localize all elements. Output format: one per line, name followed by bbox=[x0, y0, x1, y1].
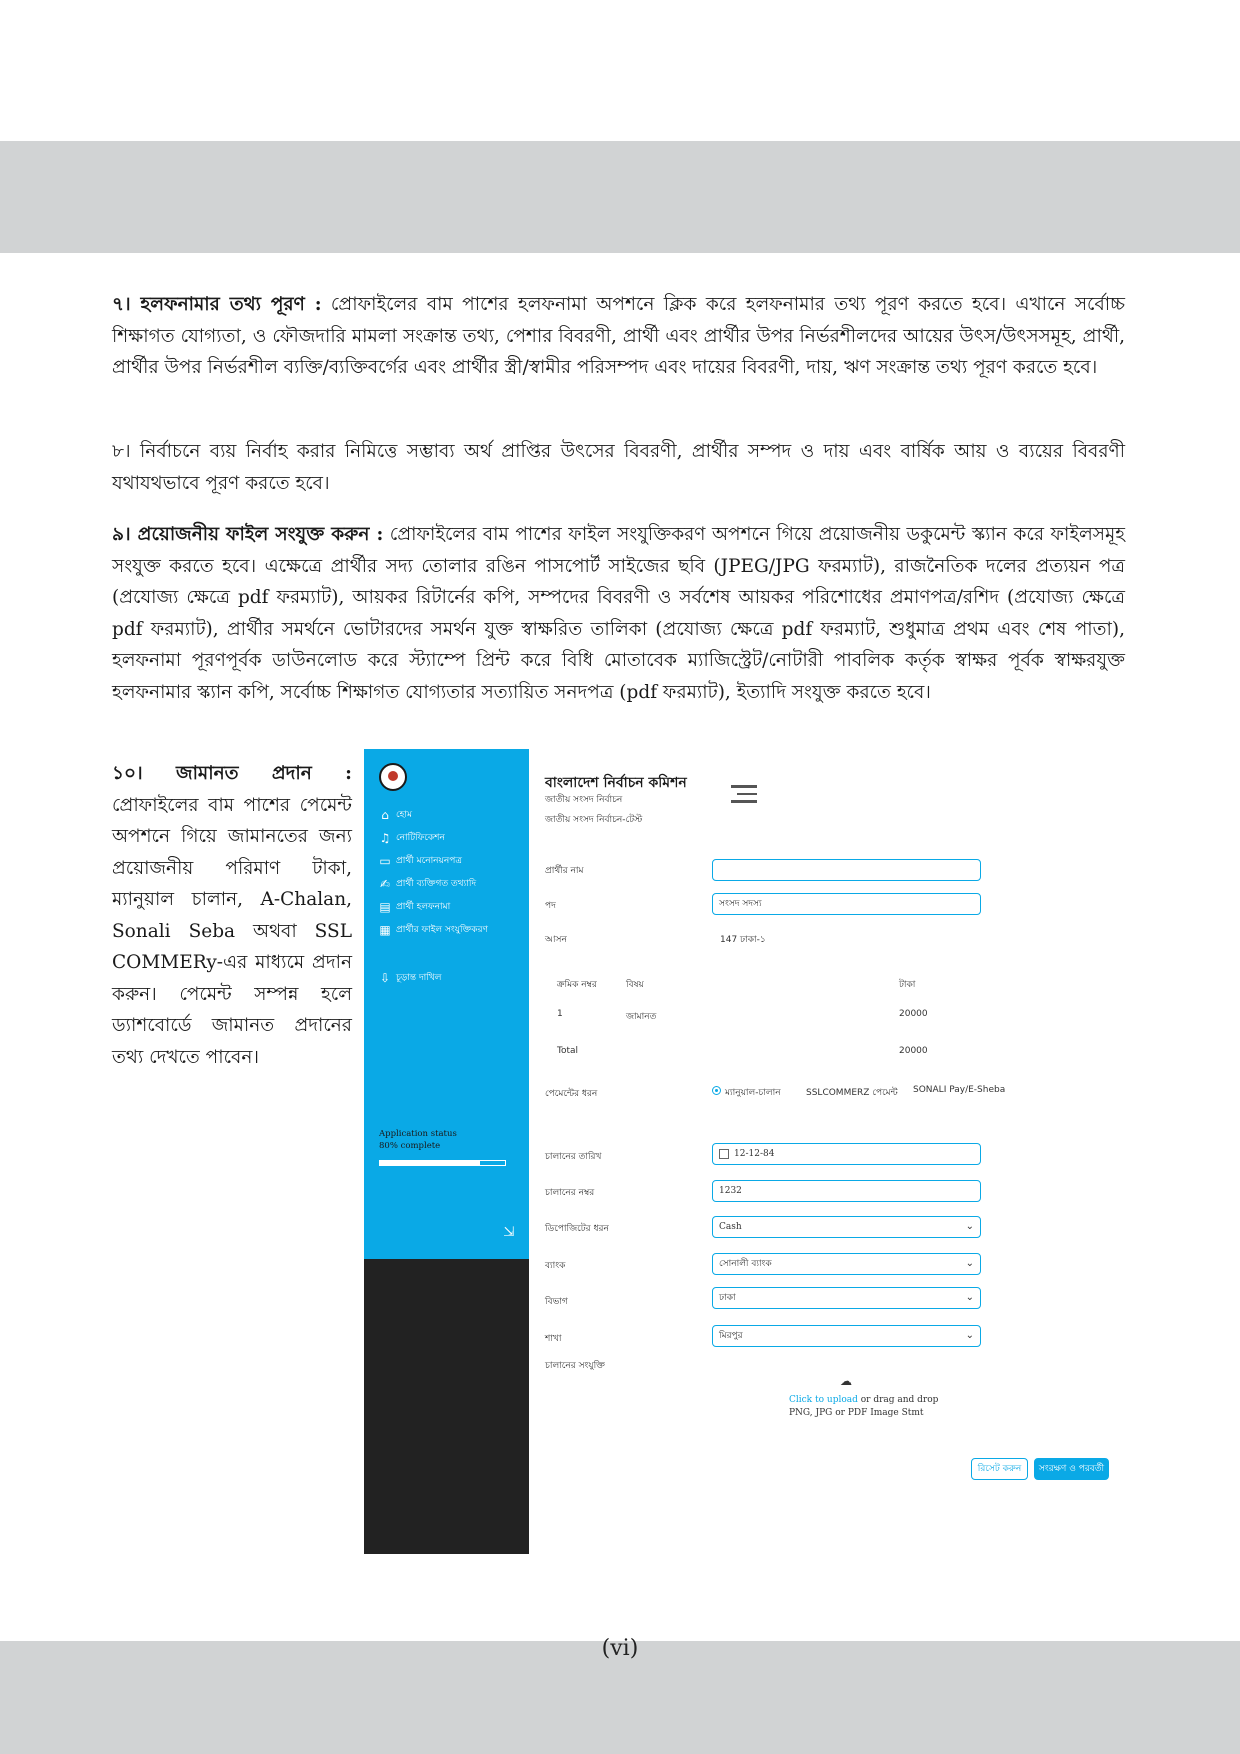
page-number: (vi) bbox=[601, 1636, 639, 1661]
paragraph-attach-files bbox=[112, 519, 1125, 708]
bell-icon: ♫ bbox=[379, 830, 391, 845]
upload-area[interactable] bbox=[789, 1394, 938, 1420]
paragraph-heading: ৯। প্রয়োজনীয় ফাইল সংযুক্ত করুন : bbox=[112, 524, 384, 545]
post-label: পদ bbox=[545, 901, 556, 911]
save-next-button[interactable]: সংরক্ষণ ও পরবর্তী bbox=[1034, 1458, 1109, 1480]
home-icon: ⌂ bbox=[381, 807, 389, 822]
chevron-down-icon: ⌄ bbox=[965, 1258, 974, 1269]
branch-value: মিরপুর bbox=[719, 1331, 743, 1341]
deposit-type-value: Cash bbox=[719, 1222, 742, 1232]
table-cell-subject: জামানত bbox=[626, 1012, 657, 1022]
sidebar-item-affidavit[interactable] bbox=[378, 899, 450, 914]
progress-fill bbox=[380, 1161, 480, 1165]
header-band bbox=[0, 141, 1240, 253]
paragraph-heading: ১০। জামানত প্রদান : bbox=[112, 763, 352, 784]
sidebar-item-nomination[interactable] bbox=[378, 853, 462, 868]
sidebar-item-notification[interactable] bbox=[378, 830, 445, 845]
submit-icon: ⇩ bbox=[379, 970, 391, 985]
attachment-icon: ▦ bbox=[379, 922, 391, 937]
sidebar-panel bbox=[364, 749, 529, 1259]
division-label: বিভাগ bbox=[545, 1297, 568, 1307]
sidebar-item-label: প্রার্থী হলফনামা bbox=[396, 902, 451, 912]
progress-bar bbox=[379, 1160, 506, 1166]
logout-icon[interactable]: ⇲ bbox=[503, 1224, 515, 1240]
chevron-down-icon: ⌄ bbox=[965, 1221, 974, 1232]
sidebar-item-home[interactable] bbox=[378, 807, 412, 822]
status-title: Application status bbox=[379, 1129, 457, 1139]
calendar-icon bbox=[719, 1149, 729, 1159]
name-label: প্রার্থীর নাম bbox=[545, 866, 584, 876]
sidebar-item-label: চূড়ান্ত দাখিল bbox=[396, 973, 442, 983]
division-value: ঢাকা bbox=[719, 1293, 736, 1303]
sidebar-item-final-submit[interactable] bbox=[378, 970, 442, 985]
upload-text: or drag and drop bbox=[857, 1395, 939, 1405]
chevron-down-icon: ⌄ bbox=[965, 1292, 974, 1303]
table-total-value: 20000 bbox=[899, 1046, 928, 1056]
post-input[interactable]: সংসদ সদস্য bbox=[712, 893, 981, 915]
sidebar-item-label: প্রার্থীর ফাইল সংযুক্তিকরণ bbox=[396, 925, 488, 935]
bank-label: ব্যাংক bbox=[545, 1261, 566, 1271]
table-header-amount: টাকা bbox=[899, 980, 916, 990]
sidebar bbox=[364, 749, 529, 1554]
division-select[interactable] bbox=[712, 1287, 981, 1309]
sidebar-item-personal-info[interactable] bbox=[378, 876, 476, 891]
app-subtitle: জাতীয় সংসদ নির্বাচন bbox=[545, 795, 623, 805]
chalan-date-value: 12-12-84 bbox=[734, 1149, 775, 1159]
paragraph-body: প্রোফাইলের বাম পাশের হলফনামা অপশনে ক্লিক করে হলফনামার তথ্য পূরণ করতে হবে। এখানে সর্বোচ্চ শিক্ষাগত যোগ্যতা, ও ফৌজদারি মামলা সংক্রান্ত তথ্য, পেশার বিবরণী, প্রার্থী এবং প্রার্থীর উপর নির্ভরশীলদের আয়ের উৎস/উৎসসমূহ, প্রার্থী, প্রার্থীর উপর নির্ভরশীল ব্যক্তি/ব্যক্তিবর্গের এবং প্রার্থীর স্ত্রী/স্বামীর পরিসম্পদ এবং দায়ের বিবরণী, দায়, ঋণ সংক্রান্ত তথ্য পূরণ করতে হবে। bbox=[112, 294, 1125, 378]
table-header-serial: ক্রমিক নম্বর bbox=[557, 980, 597, 990]
radio-manual-chalan[interactable] bbox=[712, 1086, 721, 1095]
chalan-date-label: চালানের তারিখ bbox=[545, 1152, 602, 1162]
paragraph-deposit bbox=[112, 758, 352, 1073]
paragraph-body: প্রোফাইলের বাম পাশের ফাইল সংযুক্তিকরণ অপশনে গিয়ে প্রয়োজনীয় ডকুমেন্ট স্ক্যান করে ফাইলসমূহ সংযুক্ত করতে হবে। এক্ষেত্রে প্রার্থীর সদ্য তোলার রঙিন পাসপোর্ট সাইজের ছবি (JPEG/JPG ফরম্যাট), রাজনৈতিক দলের প্রত্যয়ন পত্র (প্রযোজ্য ক্ষেত্রে pdf ফরম্যাট), আয়কর রিটার্নের কপি, সম্পদের বিবরণী ও সর্বশেষ আয়কর পরিশোধের প্রমাণপত্র/রশিদ (প্রযোজ্য ক্ষেত্রে pdf ফরম্যাট), প্রার্থীর সমর্থনে ভোটারদের সমর্থন যুক্ত স্বাক্ষরিত তালিকা (প্রযোজ্য ক্ষেত্রে pdf ফরম্যাট, শুধুমাত্র প্রথম এবং শেষ পাতা), হলফনামা পূরণপূর্বক ডাউনলোড করে স্ট্যাম্পে প্রিন্ট করে বিধি মোতাবেক ম্যাজিস্ট্রেট/নোটারী পাবলিক কর্তৃক স্বাক্ষর পূর্বক স্বাক্ষরযুক্ত হলফনামার স্ক্যান কপি, সর্বোচ্চ শিক্ষাগত যোগ্যতার সত্যায়িত সনদপত্র (pdf ফরম্যাট), ইত্যাদি সংযুক্ত করতে হবে। bbox=[112, 524, 1125, 703]
document-icon: ▤ bbox=[379, 899, 391, 914]
application-status bbox=[379, 1128, 457, 1152]
chalan-no-input[interactable]: 1232 bbox=[712, 1180, 981, 1202]
status-text: 80% complete bbox=[379, 1141, 441, 1151]
deposit-type-label: ডিপোজিটের ধরন bbox=[545, 1224, 609, 1234]
app-title: বাংলাদেশ নির্বাচন কমিশন bbox=[545, 775, 687, 791]
table-cell-serial: 1 bbox=[557, 1009, 563, 1019]
paragraph-affidavit bbox=[112, 289, 1125, 384]
deposit-type-select[interactable] bbox=[712, 1216, 981, 1238]
paragraph-body: প্রোফাইলের বাম পাশের পেমেন্ট অপশনে গিয়ে জামানতের জন্য প্রয়োজনীয় পরিমাণ টাকা, ম্যানুয়াল চালান, A-Chalan, Sonali Seba অথবা SSL COMMERy-এর মাধ্যমে প্রদান করুন। পেমেন্ট সম্পন্ন হলে ড্যাশবোর্ডে জামানত প্রদানের তথ্য দেখতে পাবেন। bbox=[112, 794, 352, 1068]
upload-cloud-icon: ☁ bbox=[840, 1374, 852, 1388]
sidebar-item-label: হোম bbox=[396, 810, 412, 820]
paragraph-expense bbox=[112, 436, 1125, 499]
bank-select[interactable] bbox=[712, 1253, 981, 1275]
bank-value: সোনালী ব্যাংক bbox=[719, 1259, 772, 1269]
paragraph-heading: ৭। হলফনামার তথ্য পূরণ : bbox=[112, 294, 322, 315]
chalan-no-label: চালানের নম্বর bbox=[545, 1188, 595, 1198]
sidebar-item-label: নোটিফিকেশন bbox=[396, 833, 445, 843]
chalan-date-input[interactable] bbox=[712, 1143, 981, 1165]
seat-label: আসন bbox=[545, 935, 567, 945]
payment-option-manual[interactable]: ম্যানুয়াল-চালান bbox=[725, 1088, 781, 1098]
sidebar-item-label: প্রার্থী মনোনয়নপত্র bbox=[396, 856, 462, 866]
payment-option-sonali[interactable]: SONALI Pay/E-Sheba bbox=[913, 1085, 1006, 1095]
reset-button[interactable]: রিসেট করুন bbox=[971, 1458, 1028, 1480]
chevron-down-icon: ⌄ bbox=[965, 1330, 974, 1341]
app-subtitle-election: জাতীয় সংসদ নির্বাচন-টেস্ট bbox=[545, 815, 643, 825]
attachment-label: চালানের সংযুক্তি bbox=[545, 1361, 605, 1371]
sidebar-item-attachment[interactable] bbox=[378, 922, 488, 937]
user-info-icon: ✍ bbox=[379, 876, 391, 891]
app-screenshot bbox=[364, 749, 1124, 1554]
sidebar-item-label: প্রার্থী ব্যক্তিগত তথ্যাদি bbox=[396, 879, 477, 889]
table-total-label: Total bbox=[557, 1046, 579, 1056]
folder-icon: ▭ bbox=[379, 853, 391, 868]
seat-value: 147 ঢাকা-১ bbox=[720, 935, 766, 945]
menu-icon[interactable] bbox=[731, 785, 757, 808]
upload-link[interactable]: Click to upload bbox=[789, 1395, 858, 1405]
payment-option-sslcommerz[interactable]: SSLCOMMERZ পেমেন্ট bbox=[806, 1088, 898, 1098]
table-header-subject: বিষয় bbox=[626, 980, 644, 990]
branch-select[interactable] bbox=[712, 1325, 981, 1347]
name-input[interactable] bbox=[712, 859, 981, 881]
paragraph-body: ৮। নির্বাচনে ব্যয় নির্বাহ করার নিমিত্তে সম্ভাব্য অর্থ প্রাপ্তির উৎসের বিবরণী, প্রার্থীর সম্পদ ও দায় এবং বার্ষিক আয় ও ব্যয়ের বিবরণী যথাযথভাবে পূরণ করতে হবে। bbox=[112, 441, 1125, 494]
table-cell-amount: 20000 bbox=[899, 1009, 928, 1019]
upload-hint: PNG, JPG or PDF Image Stmt bbox=[789, 1408, 924, 1418]
payment-label: পেমেন্টের ধরন bbox=[545, 1089, 598, 1099]
branch-label: শাখা bbox=[545, 1334, 562, 1344]
ec-logo-icon bbox=[379, 763, 407, 791]
